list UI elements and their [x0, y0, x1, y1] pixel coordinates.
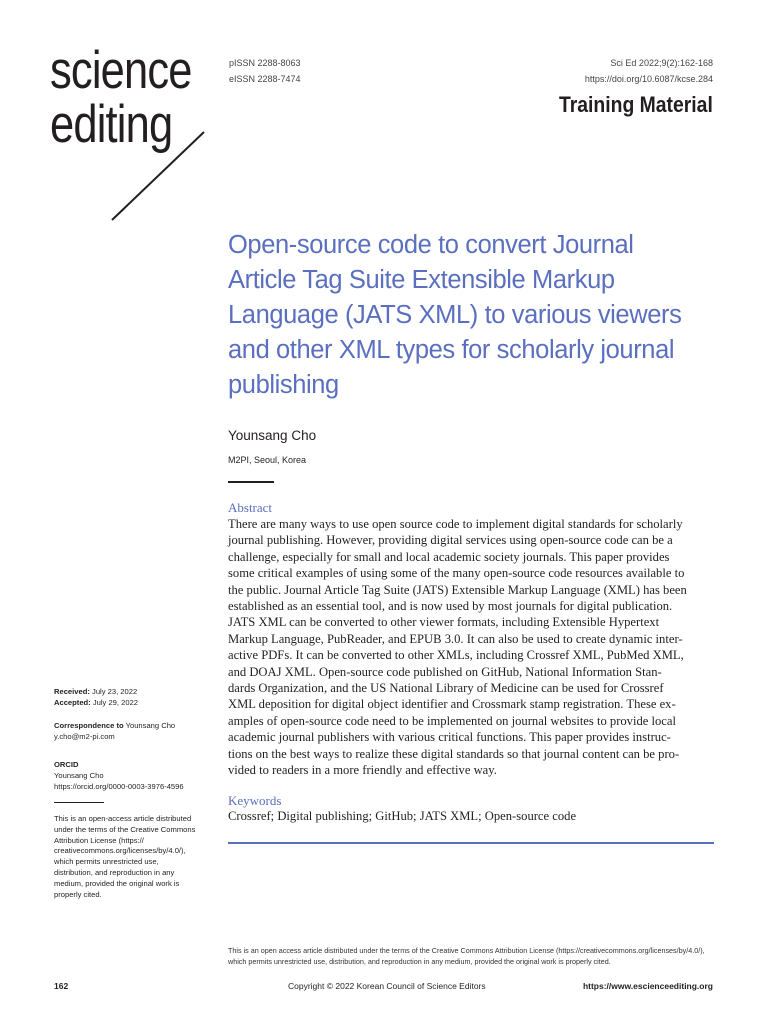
footer-license-line: This is an open access article distributed under the terms of the Creative Commons Attribution License (https://creativecommons.org/licenses/by/4.0/),	[228, 946, 705, 955]
abstract-line: the public. Journal Article Tag Suite (JATS) Extensible Markup Language (XML) has been	[228, 582, 687, 597]
divider	[228, 481, 274, 483]
orcid-block	[54, 760, 204, 792]
correspondence-label: Correspondence to	[54, 721, 124, 730]
orcid-link[interactable]: https://orcid.org/0000-0003-3976-4596	[54, 781, 184, 791]
abstract-line: Markup Language, PubReader, and EPUB 3.0. It can also be used to create dynamic inter-	[228, 631, 683, 646]
license-line: medium, provided the original work is	[54, 878, 180, 888]
abstract-body	[228, 516, 714, 779]
license-line: distribution, and reproduction in any	[54, 867, 175, 877]
keywords-divider	[228, 842, 714, 844]
correspondence-email[interactable]: y.cho@m2-pi.com	[54, 731, 115, 741]
accepted-row	[54, 698, 204, 709]
abstract-line: challenge, especially for small and local academic society journals. This paper provides	[228, 549, 670, 564]
correspondence-row	[54, 721, 204, 732]
abstract-line: and DOAJ XML. Open-source code published on GitHub, National Information Stan-	[228, 664, 662, 679]
dates-block	[54, 687, 204, 709]
abstract-line: JATS XML can be converted to other viewer formats, including Extensible Hypertext	[228, 615, 660, 630]
logo-line-1: science	[50, 41, 192, 100]
issn-block	[229, 55, 301, 87]
license-line: Attribution License (https://	[54, 835, 144, 845]
title-line: Open-source code to convert Journal	[228, 231, 634, 259]
article-type: Training Material	[559, 92, 713, 117]
received-date: July 23, 2022	[92, 687, 138, 696]
keywords-list: Crossref; Digital publishing; GitHub; JATS XML; Open-source code	[228, 809, 577, 823]
abstract-line: active PDFs. It can be converted to other XMLs, including Crossref XML, PubMed XML,	[228, 648, 684, 663]
copyright: Copyright © 2022 Korean Council of Science Editors	[288, 981, 486, 991]
eissn: eISSN 2288-7474	[229, 74, 301, 84]
received-row	[54, 687, 204, 698]
correspondence-block	[54, 721, 204, 743]
license-line: which permits unrestricted use,	[54, 857, 159, 867]
accepted-label: Accepted:	[54, 697, 91, 707]
title-line: and other XML types for scholarly journal	[228, 336, 675, 364]
sidebar-license	[54, 814, 204, 900]
received-label: Received:	[54, 687, 90, 696]
logo-slash-icon	[108, 128, 208, 224]
article-title	[228, 228, 728, 403]
abstract-line: vided to readers in a more friendly and effective way.	[228, 763, 497, 778]
website-link[interactable]: https://www.escienceediting.org	[582, 981, 713, 991]
license-line: under the terms of the Creative Commons	[54, 824, 196, 834]
footer-license-line: which permits unrestricted use, distribution, and reproduction in any medium, provided the original work is properly cited.	[228, 957, 611, 966]
accepted-date: July 29, 2022	[92, 697, 139, 707]
title-line: Article Tag Suite Extensible Markup	[228, 266, 615, 294]
author-affiliation: M2PI, Seoul, Korea	[228, 455, 307, 465]
abstract-line: amples of open-source code need to be implemented on journal websites to provide local	[228, 713, 676, 728]
pissn: pISSN 2288-8063	[229, 58, 301, 68]
abstract-line: academic journal publishers with various critical functions. This paper provides instruc-	[228, 730, 671, 745]
sidebar-divider	[54, 802, 104, 803]
title-line: publishing	[228, 371, 339, 399]
keywords-heading: Keywords	[228, 793, 282, 808]
license-line: properly cited.	[54, 889, 102, 899]
logo-line-2: editing	[50, 95, 173, 154]
doi-link[interactable]: https://doi.org/10.6087/kcse.284	[584, 74, 713, 84]
abstract-heading: Abstract	[228, 500, 273, 515]
abstract-line: There are many ways to use open source code to implement digital standards for scholarly	[228, 517, 683, 531]
citation: Sci Ed 2022;9(2):162-168	[610, 58, 713, 68]
orcid-name: Younsang Cho	[54, 770, 104, 780]
abstract-line: established as an essential tool, and is now used by most journals for digital publication.	[228, 599, 673, 614]
page-number: 162	[54, 981, 69, 991]
author-name: Younsang Cho	[228, 428, 317, 443]
abstract-line: tions on the best ways to realize these digital standards so that journal content can be pro-	[228, 746, 680, 761]
license-line: creativecommons.org/licenses/by/4.0/),	[54, 846, 186, 856]
title-line: Language (JATS XML) to various viewers	[228, 301, 682, 329]
abstract-line: journal publishing. However, providing digital services using open-source code can be a	[228, 533, 673, 548]
correspondence-name: Younsang Cho	[125, 721, 176, 730]
license-line: This is an open-access article distributed	[54, 814, 192, 823]
footer-license	[228, 945, 728, 967]
abstract-line: dards Organization, and the US National Library of Medicine can be used for Crossref	[228, 681, 664, 696]
orcid-label: ORCID	[54, 760, 79, 769]
abstract-line: XML deposition for digital object identifier and Crossmark stamp registration. These ex-	[228, 697, 676, 712]
abstract-line: some critical examples of using some of the many open-source code resources available to	[228, 566, 685, 581]
citation-block	[585, 55, 713, 87]
